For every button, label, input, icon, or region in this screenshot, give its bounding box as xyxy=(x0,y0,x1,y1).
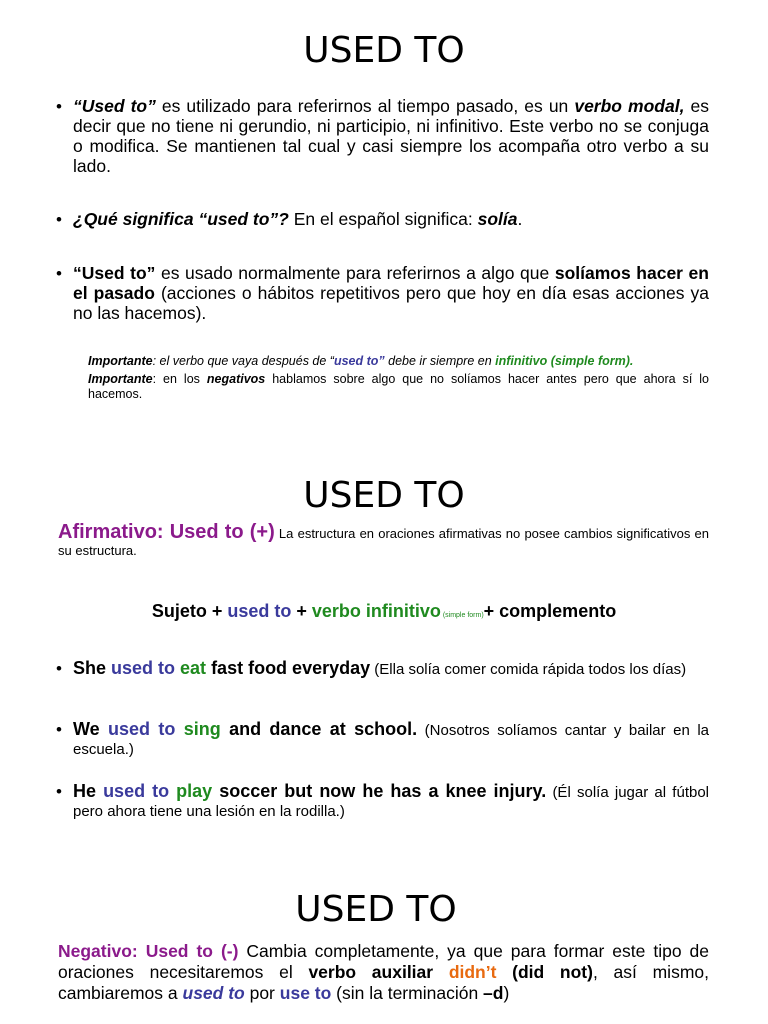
space xyxy=(433,962,449,982)
text: (acciones o hábitos repetitivos pero que hoy en día esas acciones ya no las hacemos). xyxy=(73,283,709,323)
formula-used-to: used to xyxy=(227,601,292,621)
slide3-title: USED TO xyxy=(295,889,457,930)
example-verb: play xyxy=(169,781,213,801)
used-to-term: “Used to” xyxy=(73,263,156,283)
text: (sin la terminación xyxy=(331,983,484,1003)
importante-label: Importante xyxy=(88,354,153,368)
important-note-1 xyxy=(88,354,709,369)
meaning-question: ¿Qué significa “used to”? xyxy=(73,209,289,229)
afirmativo-description: La estructura en oraciones afirmativas no posee cambios significativos en su estructura. xyxy=(58,526,709,558)
formula-complemento: + complemento xyxy=(483,601,617,621)
infinitivo-term: infinitivo (simple form). xyxy=(495,354,634,368)
example-3 xyxy=(73,782,709,821)
negativo-paragraph xyxy=(58,941,709,1004)
bullet: • xyxy=(56,659,62,678)
example-subject: She xyxy=(73,658,112,678)
text: En el español significa: xyxy=(288,209,478,229)
used-to-term: used to” xyxy=(333,354,385,368)
afirmativo-label: Afirmativo: Used to (+) xyxy=(58,521,275,543)
afirmativo-heading xyxy=(58,521,709,559)
paragraph-definition xyxy=(73,96,709,176)
text: hablamos sobre algo que no solíamos hacer antes pero que ahora sí lo hacemos. xyxy=(88,372,709,401)
slide1-title: USED TO xyxy=(303,30,465,71)
example-1 xyxy=(73,659,709,679)
bullet: • xyxy=(56,782,62,801)
example-subject: We xyxy=(73,719,109,739)
example-used-to: used to xyxy=(108,719,176,739)
negativo-label: Negativo: Used to (-) xyxy=(58,941,239,961)
bullet: • xyxy=(56,264,62,283)
formula-plus: + xyxy=(291,601,312,621)
quote-open: “ xyxy=(73,96,82,116)
used-to-term: used to xyxy=(182,983,245,1003)
example-translation: (Nosotros solíamos cantar y bailar en la escuela.) xyxy=(73,722,709,758)
text: : el verbo que vaya después de “ xyxy=(152,354,334,368)
solia-term: solía xyxy=(477,209,518,229)
text: es decir que no tiene ni gerundio, ni participio, ni infinitivo. Este verbo no se conjuga o modifica. Se mantienen tal cual y casi siempre los acompaña otro verbo a su lado. xyxy=(73,96,709,176)
text: es usado normalmente para referirnos a algo que xyxy=(155,263,555,283)
text: : en los xyxy=(152,372,207,386)
example-rest: fast food everyday xyxy=(206,658,371,678)
formula-verbo: verbo infinitivo xyxy=(311,601,441,621)
example-verb: sing xyxy=(175,719,221,739)
example-subject: He xyxy=(73,781,104,801)
use-to-term: use to xyxy=(279,983,332,1003)
text: debe ir siempre en xyxy=(384,354,496,368)
verbo-modal-term: verbo modal, xyxy=(574,96,685,116)
formula-simple-form: (simple form) xyxy=(440,612,484,619)
soliamos-term: solíamos hacer en el pasado xyxy=(73,263,709,303)
quote-close: ” xyxy=(147,96,156,116)
verbo-auxiliar-term: verbo auxiliar xyxy=(308,962,434,982)
structure-formula xyxy=(0,601,768,626)
used-to-term: Used to xyxy=(81,96,148,116)
paragraph-usage xyxy=(73,263,709,323)
example-rest: soccer but now he has a knee injury. xyxy=(212,781,547,801)
example-used-to: used to xyxy=(103,781,170,801)
text: Cambia completamente, ya que para formar este tipo de oraciones necesitaremos el xyxy=(58,941,709,982)
negativos-term: negativos xyxy=(206,372,266,386)
example-translation: (Él solía jugar al fútbol pero ahora tiene una lesión en la rodilla.) xyxy=(73,784,709,820)
text: por xyxy=(244,983,280,1003)
example-translation: (Ella solía comer comida rápida todos los días) xyxy=(370,661,687,678)
importante-label: Importante xyxy=(88,372,153,386)
example-verb: eat xyxy=(175,658,207,678)
important-note-2 xyxy=(88,372,709,402)
bullet: • xyxy=(56,97,62,116)
text: . xyxy=(517,209,523,229)
bullet: • xyxy=(56,720,62,739)
didnt-term: didn’t xyxy=(448,962,497,982)
d-suffix-term: –d xyxy=(483,983,504,1003)
bullet: • xyxy=(56,210,62,229)
example-rest: and dance at school. xyxy=(220,719,418,739)
slide2-title: USED TO xyxy=(303,475,465,516)
text: es utilizado para referirnos al tiempo pasado, es un xyxy=(155,96,575,116)
paragraph-meaning xyxy=(73,209,709,229)
formula-sujeto: Sujeto + xyxy=(151,601,228,621)
example-2 xyxy=(73,720,709,759)
text: ) xyxy=(503,983,510,1003)
did-not-term: (did not) xyxy=(496,962,593,982)
text: , así mismo, cambiaremos a xyxy=(58,962,709,1003)
example-used-to: used to xyxy=(111,658,176,678)
